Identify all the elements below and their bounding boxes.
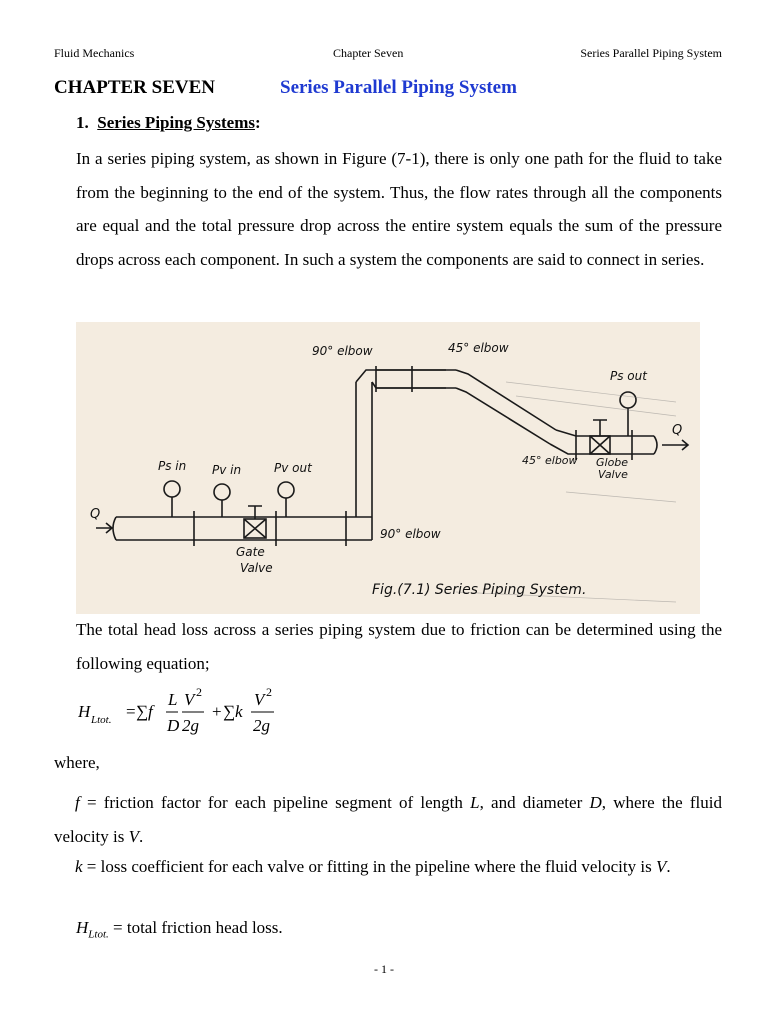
eq-2g-2: 2g	[253, 716, 270, 735]
eq-k: k	[235, 702, 243, 721]
outlet-pipe	[550, 430, 654, 454]
eq-exp-1: 2	[196, 685, 202, 699]
def-k-V: V	[655, 857, 667, 876]
eq-h: H	[78, 702, 91, 721]
eq-V-1: V	[184, 690, 195, 709]
flow-in-arrow	[96, 523, 112, 533]
series-piping-figure	[76, 322, 700, 614]
definition-h	[76, 918, 283, 940]
piping-sketch	[76, 322, 700, 614]
def-f-D: D	[589, 793, 602, 812]
def-h-symbol: H	[76, 918, 89, 937]
label-globe: Globe	[596, 456, 629, 469]
label-ps-out: Ps out	[610, 369, 647, 383]
definition-f	[54, 786, 722, 853]
eq-D: D	[167, 716, 180, 735]
label-q-out: Q	[672, 423, 683, 438]
gauge-ps-in	[164, 481, 180, 497]
def-f-V: V	[128, 826, 139, 846]
label-q-in: Q	[90, 507, 101, 522]
running-header-left: Fluid Mechanics	[54, 46, 135, 60]
equation-intro-paragraph: The total head loss across a series piping system due to friction can be determined using the following equation;	[76, 620, 722, 673]
section-title: Series Piping Systems	[97, 113, 255, 132]
label-45-elbow-bottom: 45° elbow	[522, 454, 578, 467]
gauge-pv-in	[214, 484, 230, 500]
label-gate: Gate	[236, 545, 265, 559]
eq-equals: =	[126, 702, 136, 721]
eq-h-sub: Ltot.	[91, 714, 112, 726]
gate-valve-cross	[244, 519, 266, 538]
gauge-pv-out	[278, 482, 294, 498]
where-label: where,	[54, 753, 100, 772]
definition-k	[54, 850, 722, 884]
label-globe-valve: Valve	[598, 468, 628, 481]
page-number: - 1 -	[374, 962, 394, 976]
section-heading	[76, 113, 261, 133]
gauge-ps-out	[620, 392, 636, 408]
diagonal-pipe	[456, 370, 556, 444]
def-k-text: = loss coefficient for each valve or fitting in the pipeline where the fluid velocity is	[82, 857, 656, 876]
globe-valve-cross	[590, 436, 610, 454]
eq-V-2: V	[254, 690, 265, 709]
def-k-symbol: k	[75, 857, 83, 876]
label-45-elbow-top: 45° elbow	[448, 341, 509, 355]
eq-plus: +	[212, 702, 222, 721]
top-elbow-90	[356, 370, 446, 388]
head-loss-equation	[78, 683, 298, 743]
eq-2g-1: 2g	[182, 716, 199, 735]
eq-exp-2: 2	[266, 685, 272, 699]
label-90-elbow-top: 90° elbow	[312, 344, 373, 358]
label-pv-out: Pv out	[274, 461, 312, 475]
def-f-symbol: f	[75, 793, 80, 812]
running-header-right: Series Parallel Piping System	[580, 46, 722, 60]
label-90-elbow-bottom: 90° elbow	[380, 527, 441, 541]
flow-out-arrow	[662, 440, 688, 450]
section-number: 1.	[76, 113, 89, 132]
running-header-center: Chapter Seven	[333, 46, 404, 60]
section-colon: :	[254, 113, 261, 132]
def-f-text-3: , where the fluid velocity is	[54, 793, 723, 846]
figure-caption: Fig.(7.1) Series Piping System.	[372, 582, 587, 598]
chapter-title: Series Parallel Piping System	[280, 77, 517, 98]
eq-L: L	[168, 690, 178, 709]
eq-f: f	[148, 702, 153, 721]
pipe-inlet-end	[113, 517, 116, 540]
def-h-sub: Ltot.	[88, 928, 109, 941]
eq-sum-2: ∑	[223, 702, 236, 721]
eq-sum-1: ∑	[136, 702, 149, 721]
def-h-text: = total friction head loss.	[108, 918, 283, 937]
def-f-text-2: , and diameter	[479, 793, 590, 812]
label-ps-in: Ps in	[158, 459, 187, 473]
def-f-L: L	[470, 793, 480, 812]
globe-valve-stem	[593, 420, 607, 436]
chapter-label: CHAPTER SEVEN	[54, 77, 215, 98]
def-f-text-4: .	[139, 826, 144, 846]
def-f-text-1: = friction factor for each pipeline segment of length	[79, 793, 471, 812]
top-pipe	[376, 370, 456, 388]
def-k-end: .	[666, 857, 671, 876]
intro-paragraph: In a series piping system, as shown in Figure (7-1), there is only one path for the fluid to take from the beginning to the end of the system. Thus, the flow rates through all the components are equal and the total pressure drop across the entire system equals the sum of the pressure drops across each component. In such a system the components are said to connect in series.	[76, 149, 722, 269]
label-pv-in: Pv in	[212, 463, 242, 477]
label-gate-valve: Valve	[240, 561, 273, 575]
pipe-outlet-end	[654, 436, 657, 454]
